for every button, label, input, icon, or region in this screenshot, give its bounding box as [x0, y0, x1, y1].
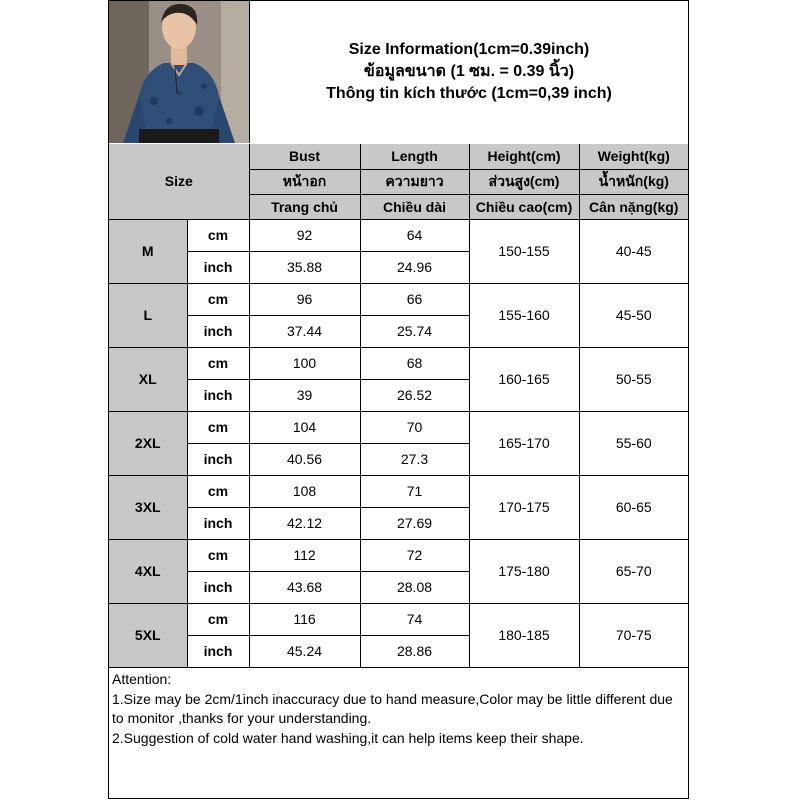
length-inch: 24.96: [360, 251, 469, 283]
header-height-vi: Chiều cao(cm): [469, 194, 579, 219]
bust-cm: 108: [249, 475, 360, 507]
note-measurement: 1.Size may be 2cm/1inch inaccuracy due to hand measure,Color may be little different due to monitor ,thanks for your understanding.: [112, 690, 673, 726]
height-range: 155-160: [469, 283, 579, 347]
length-inch: 27.69: [360, 507, 469, 539]
title-english: Size Information(1cm=0.39inch): [348, 41, 590, 58]
unit-inch: inch: [187, 635, 249, 667]
length-cm: 66: [360, 283, 469, 315]
attention-heading: Attention:: [112, 671, 172, 687]
bust-cm: 96: [249, 283, 360, 315]
size-label: XL: [109, 347, 187, 411]
bust-inch: 37.44: [249, 315, 360, 347]
length-inch: 28.86: [360, 635, 469, 667]
size-header: Size: [109, 144, 249, 219]
size-label: 2XL: [109, 411, 187, 475]
length-cm: 68: [360, 347, 469, 379]
title-vietnamese: Thông tin kích thước (1cm=0,39 inch): [326, 85, 612, 102]
bust-inch: 40.56: [249, 443, 360, 475]
unit-inch: inch: [187, 315, 249, 347]
weight-range: 70-75: [579, 603, 688, 667]
bust-cm: 92: [249, 219, 360, 251]
header-bust-vi: Trang chủ: [249, 194, 360, 219]
length-cm: 74: [360, 603, 469, 635]
length-cm: 71: [360, 475, 469, 507]
bust-inch: 39: [249, 379, 360, 411]
title-thai: ข้อมูลขนาด (1 ซม. = 0.39 นิ้ว): [363, 63, 575, 80]
size-table: [109, 144, 688, 668]
header-length-vi: Chiều dài: [360, 194, 469, 219]
unit-inch: inch: [187, 379, 249, 411]
bust-cm: 116: [249, 603, 360, 635]
header-bust-en: Bust: [249, 144, 360, 169]
size-label: L: [109, 283, 187, 347]
size-label: M: [109, 219, 187, 283]
unit-cm: cm: [187, 411, 249, 443]
length-inch: 28.08: [360, 571, 469, 603]
size-label: 4XL: [109, 539, 187, 603]
height-range: 180-185: [469, 603, 579, 667]
unit-inch: inch: [187, 571, 249, 603]
length-inch: 27.3: [360, 443, 469, 475]
attention-notes: [109, 670, 688, 748]
unit-cm: cm: [187, 219, 249, 251]
unit-cm: cm: [187, 539, 249, 571]
weight-range: 65-70: [579, 539, 688, 603]
header-height-en: Height(cm): [469, 144, 579, 169]
size-chart: [108, 0, 689, 799]
height-range: 150-155: [469, 219, 579, 283]
header-weight-th: น้ำหนัก(kg): [579, 169, 688, 194]
weight-range: 45-50: [579, 283, 688, 347]
height-range: 160-165: [469, 347, 579, 411]
size-label: 5XL: [109, 603, 187, 667]
weight-range: 50-55: [579, 347, 688, 411]
unit-cm: cm: [187, 603, 249, 635]
weight-range: 60-65: [579, 475, 688, 539]
bust-inch: 45.24: [249, 635, 360, 667]
header-weight-vi: Cân nặng(kg): [579, 194, 688, 219]
model-photo-illustration: [109, 1, 249, 143]
length-cm: 64: [360, 219, 469, 251]
height-range: 175-180: [469, 539, 579, 603]
note-washing: 2.Suggestion of cold water hand washing,it can help items keep their shape.: [112, 729, 584, 746]
model-photo: [109, 1, 250, 143]
unit-inch: inch: [187, 443, 249, 475]
length-inch: 25.74: [360, 315, 469, 347]
bust-cm: 112: [249, 539, 360, 571]
title-block: [250, 1, 688, 143]
unit-cm: cm: [187, 347, 249, 379]
weight-range: 40-45: [579, 219, 688, 283]
height-range: 165-170: [469, 411, 579, 475]
header-height-th: ส่วนสูง(cm): [469, 169, 579, 194]
bust-inch: 43.68: [249, 571, 360, 603]
size-label: 3XL: [109, 475, 187, 539]
header-weight-en: Weight(kg): [579, 144, 688, 169]
header-length-en: Length: [360, 144, 469, 169]
bust-cm: 100: [249, 347, 360, 379]
header-bust-th: หน้าอก: [249, 169, 360, 194]
unit-cm: cm: [187, 283, 249, 315]
height-range: 170-175: [469, 475, 579, 539]
length-cm: 72: [360, 539, 469, 571]
chart-header: [109, 1, 688, 145]
unit-inch: inch: [187, 251, 249, 283]
bust-cm: 104: [249, 411, 360, 443]
header-length-th: ความยาว: [360, 169, 469, 194]
length-cm: 70: [360, 411, 469, 443]
bust-inch: 35.88: [249, 251, 360, 283]
unit-inch: inch: [187, 507, 249, 539]
unit-cm: cm: [187, 475, 249, 507]
bust-inch: 42.12: [249, 507, 360, 539]
weight-range: 55-60: [579, 411, 688, 475]
length-inch: 26.52: [360, 379, 469, 411]
